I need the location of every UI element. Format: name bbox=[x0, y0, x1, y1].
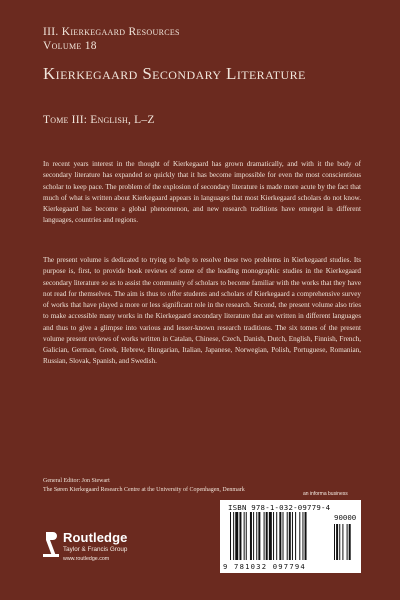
blurb-paragraph-2: The present volume is dedicated to trying to help to resolve these two problems in Kierkegaard studies. Its purpose is, first, to provide book reviews of some of the leading monographic studies in the Kierkegaard secondary literature so as to assist the community of scholars to become familiar with the works that they have not read for themselves. The aim is thus to offer students and scholars of Kierkegaard a comprehensive survey of works that have played a more or less significant role in the research. Second, the present volume also tries to make accessible many works in the Kierkegaard secondary literature that are written in different languages and thus to give a glimpse into various and lesser-known research traditions. The six tomes of the present volume present reviews of works written in Catalan, Chinese, Czech, Danish, Dutch, English, Finnish, French, Galician, German, Greek, Hebrew, Hungarian, Italian, Japanese, Norwegian, Polish, Portuguese, Romanian, Russian, Slovak, Spanish, and Swedish. bbox=[43, 256, 361, 366]
barcode-bar bbox=[266, 512, 268, 560]
volume-number: Volume 18 bbox=[43, 40, 97, 52]
barcode-bar bbox=[299, 512, 300, 560]
barcode-addon-bar bbox=[336, 524, 338, 560]
book-title: Kierkegaard Secondary Literature bbox=[43, 64, 306, 83]
barcode-bar bbox=[302, 512, 303, 560]
research-centre: The Søren Kierkegaard Research Centre at the University of Copenhagen, Denmark bbox=[43, 487, 245, 493]
series-name: III. Kierkegaard Resources bbox=[43, 26, 180, 38]
isbn-label: ISBN 978-1-032-09779-4 bbox=[228, 503, 331, 512]
ean-digits: 9 781032 097794 bbox=[223, 562, 306, 571]
tome-subtitle: Tome III: English, L–Z bbox=[43, 114, 155, 126]
barcode-addon-bar bbox=[342, 524, 343, 560]
general-editor: General Editor: Jon Stewart bbox=[43, 478, 110, 484]
barcode-bar bbox=[295, 512, 296, 560]
routledge-logo-icon bbox=[43, 530, 59, 558]
barcode-bar bbox=[258, 512, 260, 560]
barcode-bar bbox=[230, 512, 231, 560]
barcode-addon-bar bbox=[347, 524, 348, 560]
barcode-bar bbox=[283, 512, 284, 560]
barcode-bar bbox=[276, 512, 277, 560]
isbn-barcode bbox=[220, 500, 361, 573]
publisher-group: Taylor & Francis Group bbox=[63, 546, 128, 553]
barcode-bar bbox=[233, 512, 234, 560]
editor-credit bbox=[43, 477, 245, 495]
barcode-bar bbox=[239, 512, 241, 560]
barcode-bar bbox=[244, 512, 245, 560]
publisher-name: Routledge bbox=[63, 530, 128, 545]
barcode-bar bbox=[305, 512, 307, 560]
barcode-bar bbox=[256, 512, 257, 560]
barcode-bar bbox=[235, 512, 238, 560]
barcode-addon-bar bbox=[339, 524, 340, 560]
barcode-bar bbox=[250, 512, 252, 560]
barcode-addon-bar bbox=[349, 524, 351, 560]
publisher-url: www.routledge.com bbox=[63, 556, 110, 562]
barcode-bar bbox=[246, 512, 247, 560]
barcode-bar bbox=[292, 512, 293, 560]
barcode-bar bbox=[279, 512, 281, 560]
barcode-addon-bar bbox=[334, 524, 335, 560]
barcode-bar bbox=[289, 512, 291, 560]
barcode-bars bbox=[230, 512, 357, 562]
barcode-bar bbox=[269, 512, 272, 560]
barcode-bar bbox=[264, 512, 265, 560]
barcode-bar bbox=[287, 512, 288, 560]
price-addon: 90000 bbox=[334, 513, 357, 522]
blurb-paragraph-1: In recent years interest in the thought of Kierkegaard has grown dramatically, and with it the body of secondary literature has expanded so quickly that it has become impossible for even the most conscientious scholar to keep pace. The problem of the explosion of secondary literature is made more acute by the fact that much of what is written about Kierkegaard appears in languages that most Kierkegaard scholars do not know. Kierkegaard has become a global phenomenon, and new research traditions have emerged in different languages, countries and regions. bbox=[43, 160, 361, 225]
barcode-bar bbox=[253, 512, 254, 560]
informa-tagline: an informa business bbox=[303, 491, 348, 497]
barcode-bar bbox=[273, 512, 274, 560]
